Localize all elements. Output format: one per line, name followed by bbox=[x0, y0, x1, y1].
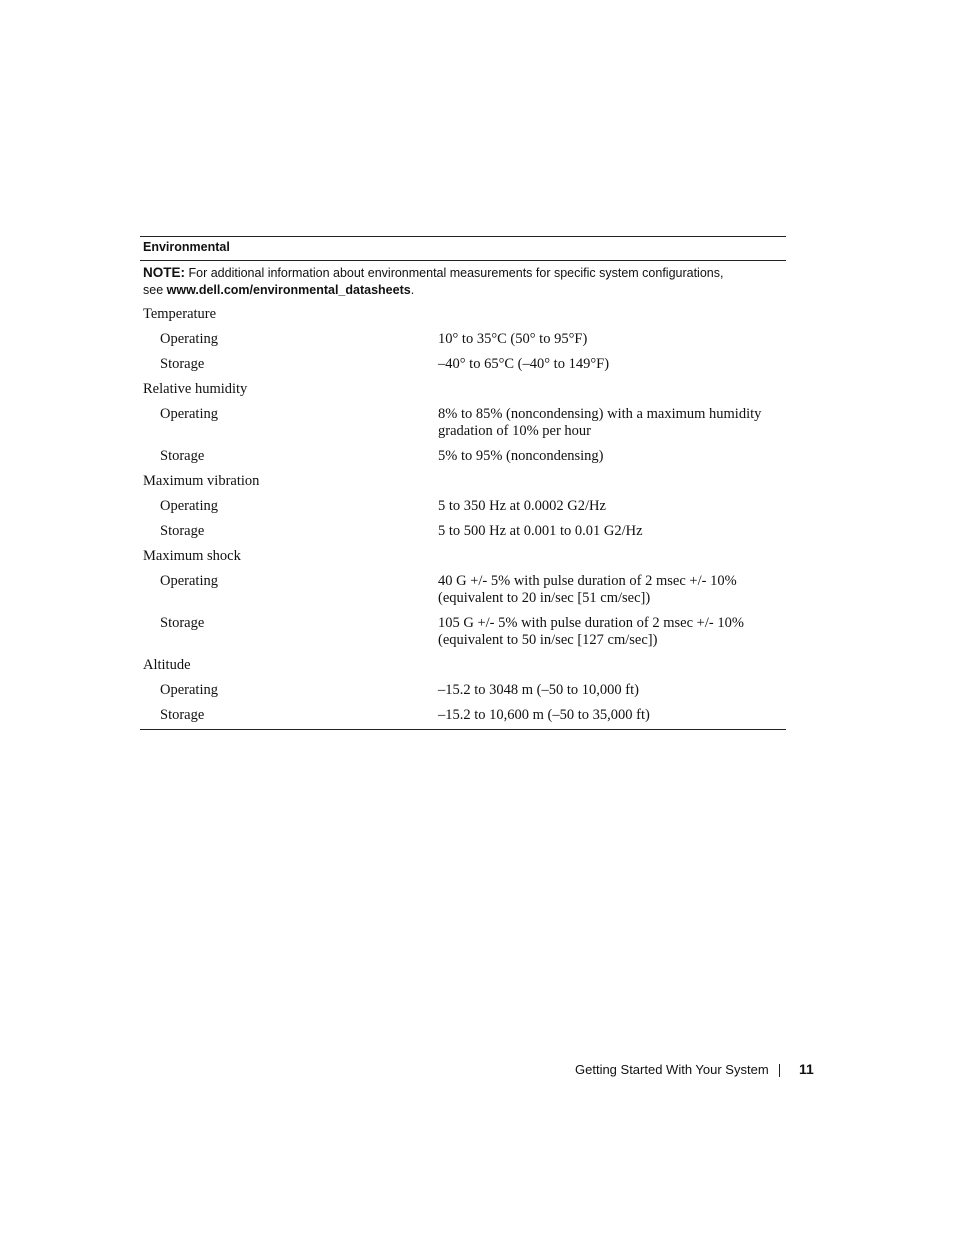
table-header-rule bbox=[140, 260, 786, 261]
note-text-line1: For additional information about environmental measurements for specific system configurations, bbox=[188, 266, 724, 280]
section-title-relative-humidity: Relative humidity bbox=[143, 381, 248, 397]
row-value-line2: (equivalent to 20 in/sec [51 cm/sec]) bbox=[438, 590, 651, 606]
row-label: Operating bbox=[160, 406, 218, 422]
note-label: NOTE: bbox=[143, 265, 185, 280]
footer-separator bbox=[779, 1064, 780, 1077]
row-value: 5% to 95% (noncondensing) bbox=[438, 448, 604, 464]
row-value: –40° to 65°C (–40° to 149°F) bbox=[438, 356, 610, 372]
row-value: 10° to 35°C (50° to 95°F) bbox=[438, 331, 588, 347]
row-value-line2: (equivalent to 50 in/sec [127 cm/sec]) bbox=[438, 632, 658, 648]
row-label: Storage bbox=[160, 615, 205, 631]
row-value-line1: 8% to 85% (noncondensing) with a maximum humidity bbox=[438, 406, 762, 422]
row-value-line1: 105 G +/- 5% with pulse duration of 2 msec +/- 10% bbox=[438, 615, 744, 631]
note-block bbox=[143, 264, 773, 299]
row-value: 5 to 500 Hz at 0.001 to 0.01 G2/Hz bbox=[438, 523, 643, 539]
footer-document-title: Getting Started With Your System bbox=[575, 1062, 769, 1077]
table-top-rule bbox=[140, 236, 786, 237]
row-label: Storage bbox=[160, 707, 205, 723]
row-value-line1: 40 G +/- 5% with pulse duration of 2 msec +/- 10% bbox=[438, 573, 737, 589]
section-title-altitude: Altitude bbox=[143, 657, 191, 673]
row-value-line2: gradation of 10% per hour bbox=[438, 423, 592, 439]
section-title-maximum-vibration: Maximum vibration bbox=[143, 473, 260, 489]
row-value: –15.2 to 10,600 m (–50 to 35,000 ft) bbox=[438, 707, 650, 723]
row-label: Storage bbox=[160, 523, 205, 539]
table-bottom-rule bbox=[140, 729, 786, 730]
row-label: Operating bbox=[160, 682, 218, 698]
row-label: Operating bbox=[160, 573, 218, 589]
row-label: Storage bbox=[160, 356, 205, 372]
row-value bbox=[438, 573, 778, 607]
environmental-datasheets-link[interactable]: www.dell.com/environmental_datasheets bbox=[166, 283, 411, 297]
note-text-suffix: . bbox=[410, 283, 415, 297]
row-label: Storage bbox=[160, 448, 205, 464]
row-value: –15.2 to 3048 m (–50 to 10,000 ft) bbox=[438, 682, 639, 698]
row-value bbox=[438, 406, 778, 440]
section-title-maximum-shock: Maximum shock bbox=[143, 548, 241, 564]
page-number: 11 bbox=[799, 1061, 814, 1077]
note-text-prefix: see bbox=[143, 283, 167, 297]
row-label: Operating bbox=[160, 498, 218, 514]
row-value bbox=[438, 615, 778, 649]
section-title-temperature: Temperature bbox=[143, 306, 217, 322]
row-value: 5 to 350 Hz at 0.0002 G2/Hz bbox=[438, 498, 606, 514]
row-label: Operating bbox=[160, 331, 218, 347]
table-header: Environmental bbox=[143, 240, 230, 254]
